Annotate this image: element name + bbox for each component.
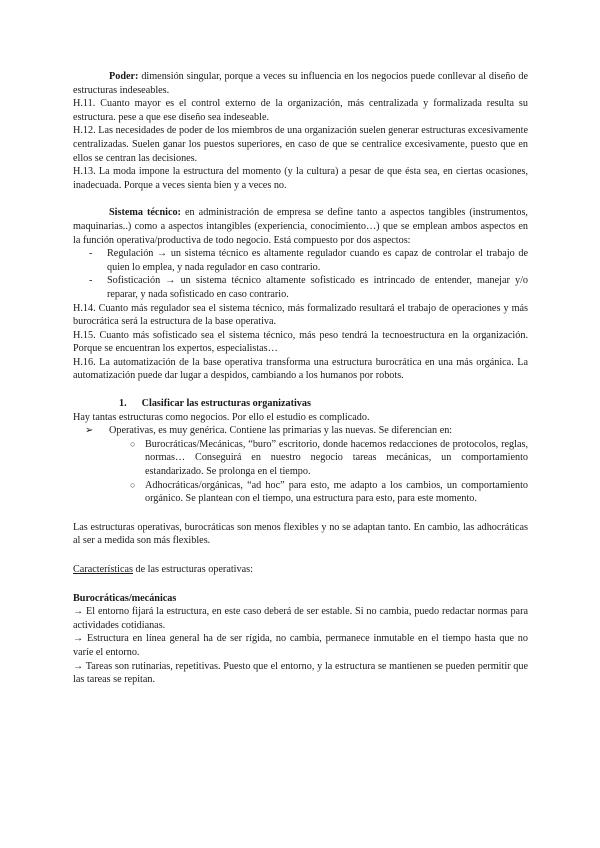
section-heading [73,397,528,411]
hypothesis-h15: H.15. Cuanto más sofisticado sea el sistema técnico, más peso tendrá la tecnoestructura en la organización. Porque se encuentran los expertos, especialistas… [73,329,528,355]
aspect-regulacion: Regulación → un sistema técnico es altamente regulador cuando es capaz de controlar el trabajo de quien lo emplea, y nada regulador en caso contrario. [107,248,528,273]
poder-text: dimensión singular, porque a veces su influencia en los negocios puede conllevar al diseño de estructuras indeseables. [73,71,528,96]
sistema-text: en administración de empresa se define tanto a aspectos tangibles (instrumentos, maquinarias..) como a aspectos intangibles (experiencia, conocimiento…) que se emplean ambos aspectos en la función operativa/productiva de todo negocio. Está compuesto por dos aspectos: [73,207,528,246]
sistema-aspects-list [73,247,528,301]
section-number: 1. [119,398,127,410]
poder-label: Poder: [109,71,139,82]
operativas-text: Operativas, es muy genérica. Contiene las primarias y las nuevas. Se diferencian en: [109,425,453,437]
hypothesis-h13: H.13. La moda impone la estructura del momento (y la cultura) a pesar de que ésta sea, en ciertas ocasiones, inadecuada. Porque a veces sienta bien y a veces no. [73,166,528,191]
list-item [73,247,528,274]
caracteristicas-rest: de las estructuras operativas: [132,564,253,575]
section-intro: Hay tantas estructuras como negocios. Por ello el estudio es complicado. [73,411,370,423]
circle-bullet-icon: ○ [130,438,136,449]
hypothesis-h11: H.11. Cuanto mayor es el control externo de la organización, más centralizada y formalizada resulta su estructura. pese a que ese diseño sea indeseable. [73,98,528,123]
summary-paragraph: Las estructuras operativas, burocráticas son menos flexibles y no se adaptan tanto. En cambio, las adhocráticas al ser a medida son más flexibles. [73,521,528,547]
dash-bullet: - [89,248,93,260]
aspect-sofisticacion: Sofisticación → un sistema técnico altamente sofisticado es intrincado de entender, manejar y/o reparar, y nada sofisticado en caso contrario. [107,275,528,300]
burocraticas-point-2: → Estructura en línea general ha de ser rígida, no cambia, permanece inmutable en el tiempo hasta que no varíe el entorno. [73,633,528,658]
list-item [73,274,528,301]
burocraticas-heading-text: Burocráticas/mecánicas [73,592,177,604]
operativas-item [73,424,528,438]
hypothesis-h12: H.12. Las necesidades de poder de los miembros de una organización suelen generar estructuras excesivamente centralizadas. Suelen ganar los puestos superiores, en caso de que se centralice excesivamente, puesto que en ellos se centran las decisiones. [73,125,528,164]
sistema-paragraph [73,206,528,247]
caracteristicas-line [73,563,528,577]
operativas-sublist [73,438,528,506]
list-item [73,479,528,506]
burocraticas-point-1: → El entorno fijará la estructura, en este caso deberá de ser estable. Si no cambia, puedo redactar normas para actividades cotidianas. [73,606,528,631]
poder-paragraph [73,70,528,97]
circle-bullet-icon: ○ [130,479,136,490]
hypothesis-h16: H.16. La automatización de la base operativa transforma una estructura burocrática en una más orgánica. La automatización puede dar lugar a despidos, cambiando a los humanos por robots. [73,356,528,382]
adhocraticas-item: Adhocráticas/orgánicas, “ad hoc” para esto, me adapto a los cambios, un comportamiento orgánico. Se plantean con el tiempo, una estructura para esto, para este momento. [145,479,528,505]
burocraticas-heading [73,592,528,606]
burocraticas-point-3: → Tareas son rutinarias, repetitivas. Puesto que el entorno, y la estructura se mantienen se pueden permitir que las tareas se repitan. [73,660,528,686]
dash-bullet: - [89,275,93,287]
caracteristicas-underlined: Características [73,564,133,575]
hypothesis-h14: H.14. Cuanto más regulador sea el sistema técnico, más formalizado resultará el trabajo de operaciones y más burocrática será la estructura de la base operativa. [73,302,528,328]
arrow-bullet-icon: ➢ [85,425,94,437]
sistema-label: Sistema técnico: [109,207,181,219]
list-item [73,438,528,479]
section-title: Clasificar las estructuras organizativas [141,398,311,410]
burocraticas-item: Burocráticas/Mecánicas, “buro” escritorio, donde hacemos redacciones de protocolos, reglas, normas… Conseguirá en nuestro negocio tareas mecánicas, un comportamiento estandarizado. Se prolonga en el tiempo. [145,438,528,478]
